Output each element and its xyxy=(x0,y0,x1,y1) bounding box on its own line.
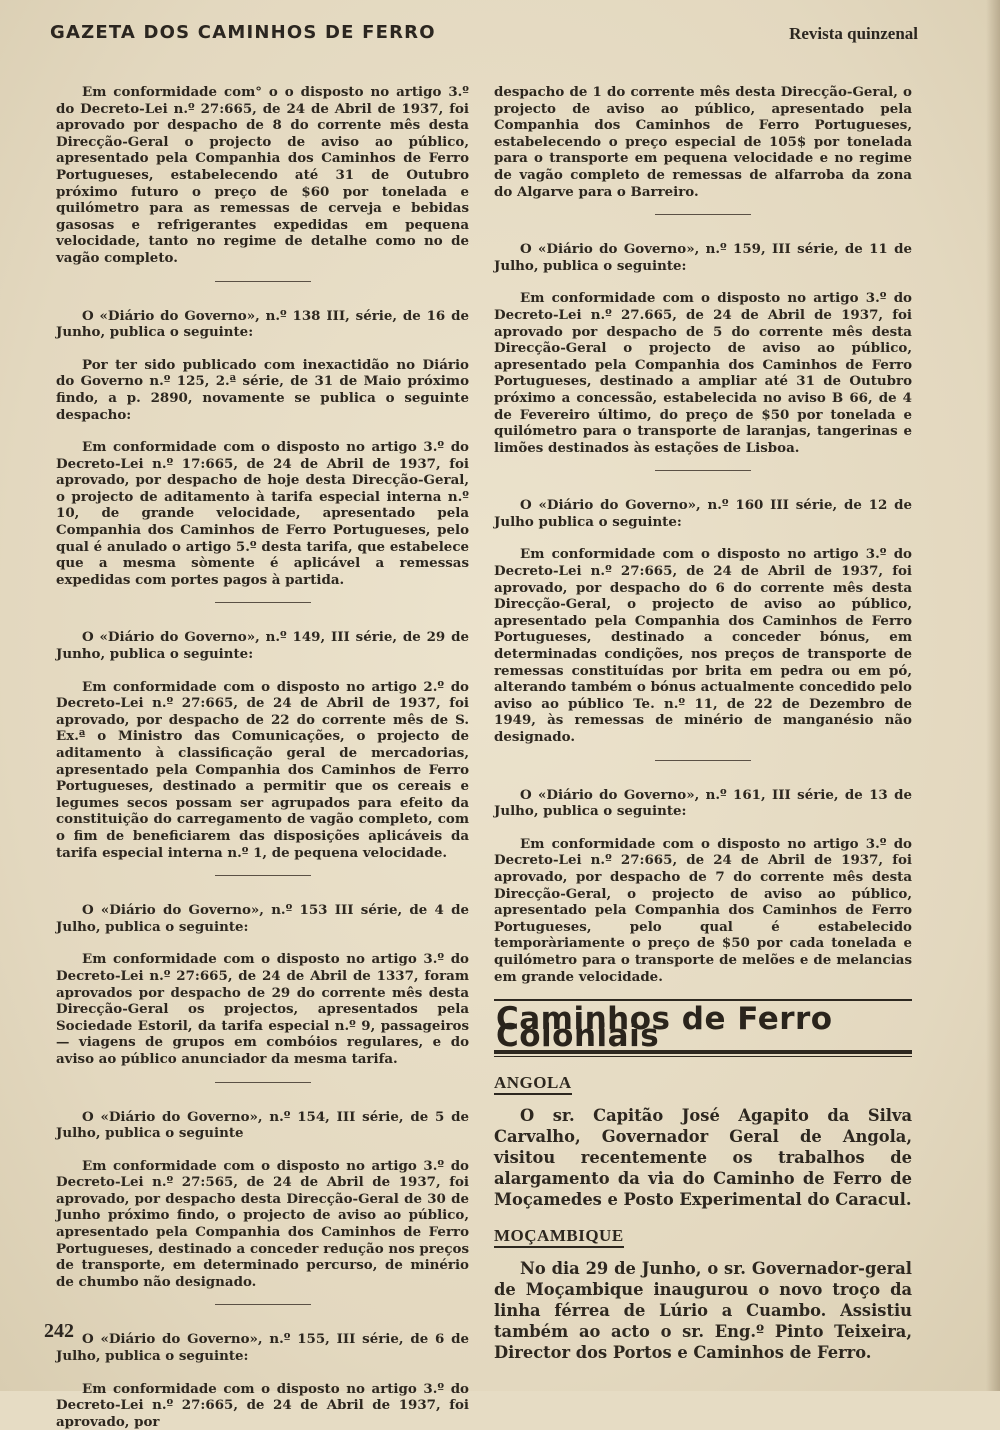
paragraph-body: Por ter sido publicado com inexactidão no Diário do Governo n.º 125, 2.ª série, de 31 de Maio próximo findo, a p. 2890, novamente se publica o seguinte despacho: xyxy=(56,356,469,423)
paragraph-notice: O «Diário do Governo», n.º 155, III série, de 6 de Julho, publica o seguinte: xyxy=(56,1331,469,1365)
paragraph-body: Em conformidade com o disposto no artigo 3.º do Decreto-Lei n.º 27:665, de 24 de Abril de 1937, foi aprovado, por xyxy=(56,1380,469,1430)
region-heading-angola: ANGOLA xyxy=(494,1075,572,1095)
paragraph-body: Em conformidade com o disposto no artigo 3.º do Decreto-Lei n.º 27.665, de 24 de Abril de 1937, foi aprovado por despacho de 5 do corrente mês desta Direcção-Geral o projecto de aviso ao público, apresentado pela Companhia dos Caminhos de Ferro Portugueses, destinado a ampliar até 31 de Outubro próximo a concessão, estabelecida no aviso B 66, de 4 de Fevereiro último, do preço de $50 por tonelada e quilómetro para o transporte de laranjas, tangerinas e limões destinados às estações de Lisboa. xyxy=(494,290,912,456)
separator-rule xyxy=(655,214,751,215)
paragraph-mocambique: No dia 29 de Junho, o sr. Governador-geral de Moçambique inaugurou o novo troço da linha férrea de Lúrio a Cuambo. Assistiu também ao acto o sr. Eng.º Pinto Teixeira, Director dos Portos e Caminhos de Ferro. xyxy=(494,1258,912,1362)
left-column xyxy=(56,84,469,1430)
paragraph-body: Em conformidade com o disposto no artigo 3.º do Decreto-Lei n.º 27:665, de 24 de Abril de 1337, foram aprovados por despacho de 29 do corrente mês desta Direcção-Geral os projectos, apresentados pela Sociedade Estoril, da tarifa especial n.º 9, passageiros — viagens de grupos em combóios regulares, e do aviso ao público anunciador da mesma tarifa. xyxy=(56,951,469,1067)
paragraph-body: Em conformidade com o disposto no artigo 3.º do Decreto-Lei n.º 27:565, de 24 de Abril de 1937, foi aprovado, por despacho desta Direcção-Geral de 30 de Junho próximo findo, o projecto de aviso ao público, apresentado pela Companhia dos Caminhos de Ferro Portugueses, destinado a conceder redução nos preços de transporte, em determinado percurso, de minério de chumbo não designado. xyxy=(56,1157,469,1290)
region-heading-mocambique: MOÇAMBIQUE xyxy=(494,1228,624,1248)
page-number: 242 xyxy=(44,1320,74,1342)
paragraph-body: Em conformidade com o disposto no artigo 2.º do Decreto-Lei n.º 27:665, de 24 de Abril de 1937, foi aprovado, por despacho de 22 do corrente mês de S. Ex.ª o Ministro das Comunicações, o projecto de aditamento à classificação geral de mercadorias, apresentado pela Companhia dos Caminhos de Ferro Portugueses, destinado a permitir que os cereais e legumes secos possam ser agrupados para efeito da constituição do carregamento de vagão completo, com o fim de beneficiarem das disposições aplicáveis da tarifa especial interna n.º 1, de pequena velocidade. xyxy=(56,678,469,861)
page-spine-shadow xyxy=(986,0,1000,1391)
paragraph-notice: O «Diário do Governo», n.º 149, III série, de 29 de Junho, publica o seguinte: xyxy=(56,629,469,663)
separator-rule xyxy=(215,602,311,603)
paragraph-notice: O «Diário do Governo», n.º 161, III série, de 13 de Julho, publica o seguinte: xyxy=(494,786,912,820)
separator-rule xyxy=(215,875,311,876)
separator-rule xyxy=(655,760,751,761)
separator-rule xyxy=(215,281,311,282)
paragraph-body: Em conformidade com° o o disposto no artigo 3.º do Decreto-Lei n.º 27:665, de 24 de Abril de 1937, foi aprovado por despacho de 8 do corrente mês desta Direcção-Geral o projecto de aviso ao público, apresentado pela Companhia dos Caminhos de Ferro Portugueses, estabelecendo até 31 de Outubro próximo futuro o preço de $60 por tonelada e quilómetro para as remessas de cerveja e bebidas gasosas e refrigerantes expedidas em pequena velocidade, tanto no regime de detalhe como no de vagão completo. xyxy=(56,84,469,266)
paragraph-notice: O «Diário do Governo», n.º 154, III série, de 5 de Julho, publica o seguinte xyxy=(56,1108,469,1142)
paragraph-notice: O «Diário do Governo», n.º 153 III série, de 4 de Julho, publica o seguinte: xyxy=(56,902,469,935)
separator-rule xyxy=(215,1082,311,1083)
journal-subtitle: Revista quinzenal xyxy=(789,24,918,43)
section-title: Caminhos de Ferro Coloniais xyxy=(496,1001,833,1054)
paragraph-notice: O «Diário do Governo», n.º 159, III série, de 11 de Julho, publica o seguinte: xyxy=(494,241,912,274)
separator-rule xyxy=(655,470,751,471)
separator-rule xyxy=(215,1304,311,1305)
paragraph-notice: O «Diário do Governo», n.º 160 III série, de 12 de Julho publica o seguinte: xyxy=(494,497,912,530)
paragraph-body: Em conformidade com o disposto no artigo 3.º do Decreto-Lei n.º 27:665, de 24 de Abril de 1937, foi aprovado, por despacho de 7 do corrente mês desta Direcção-Geral, o projecto de aviso ao público, apresentado pela Companhia dos Caminhos de Ferro Portugueses, pelo qual é estabelecido temporàriamente o preço de $50 por cada tonelada e quilómetro para o transporte de melões e de melancias em grande velocidade. xyxy=(494,835,912,985)
paragraph-notice: O «Diário do Governo», n.º 138 III, série, de 16 de Junho, publica o seguinte: xyxy=(56,307,469,341)
right-column xyxy=(494,84,912,1363)
paragraph-angola: O sr. Capitão José Agapito da Silva Carvalho, Governador Geral de Angola, visitou recentemente os trabalhos de alargamento da via do Caminho de Ferro de Moçamedes e Posto Experimental do Caracul. xyxy=(494,1105,912,1209)
paragraph-continued: despacho de 1 do corrente mês desta Direcção-Geral, o projecto de aviso ao público, apresentado pela Companhia dos Caminhos de Ferro Portugueses, estabelecendo o preço especial de 105$ por tonelada para o transporte em pequena velocidade e no regime de vagão completo de remessas de alfarroba da zona do Algarve para o Barreiro. xyxy=(494,84,912,200)
paragraph-body: Em conformidade com o disposto no artigo 3.º do Decreto-Lei n.º 27:665, de 24 de Abril de 1937, foi aprovado, por despacho do 6 do corrente mês desta Direcção-Geral, o projecto de aviso ao público, apresentado pela Companhia dos Caminhos de Ferro Portugueses, destinado a conceder bónus, em determinadas condições, nos preços de transporte de remessas constituídas por brita em pedra ou em pó, alterando também o bónus actualmente concedido pelo aviso ao público Te. n.º 11, de 22 de Dezembro de 1949, às remessas de minério de manganésio não designado. xyxy=(494,546,912,745)
paragraph-body: Em conformidade com o disposto no artigo 3.º do Decreto-Lei n.º 17:665, de 24 de Abril de 1937, foi aprovado, por despacho de hoje desta Direcção-Geral, o projecto de aditamento à tarifa especial interna n.º 10, de grande velocidade, apresentado pela Companhia dos Caminhos de Ferro Portugueses, pelo qual é anulado o artigo 5.º desta tarifa, que estabelece que a mesma sòmente é aplicável a remessas expedidas com portes pagos à partida. xyxy=(56,439,469,588)
journal-title: GAZETA DOS CAMINHOS DE FERRO xyxy=(50,22,436,43)
